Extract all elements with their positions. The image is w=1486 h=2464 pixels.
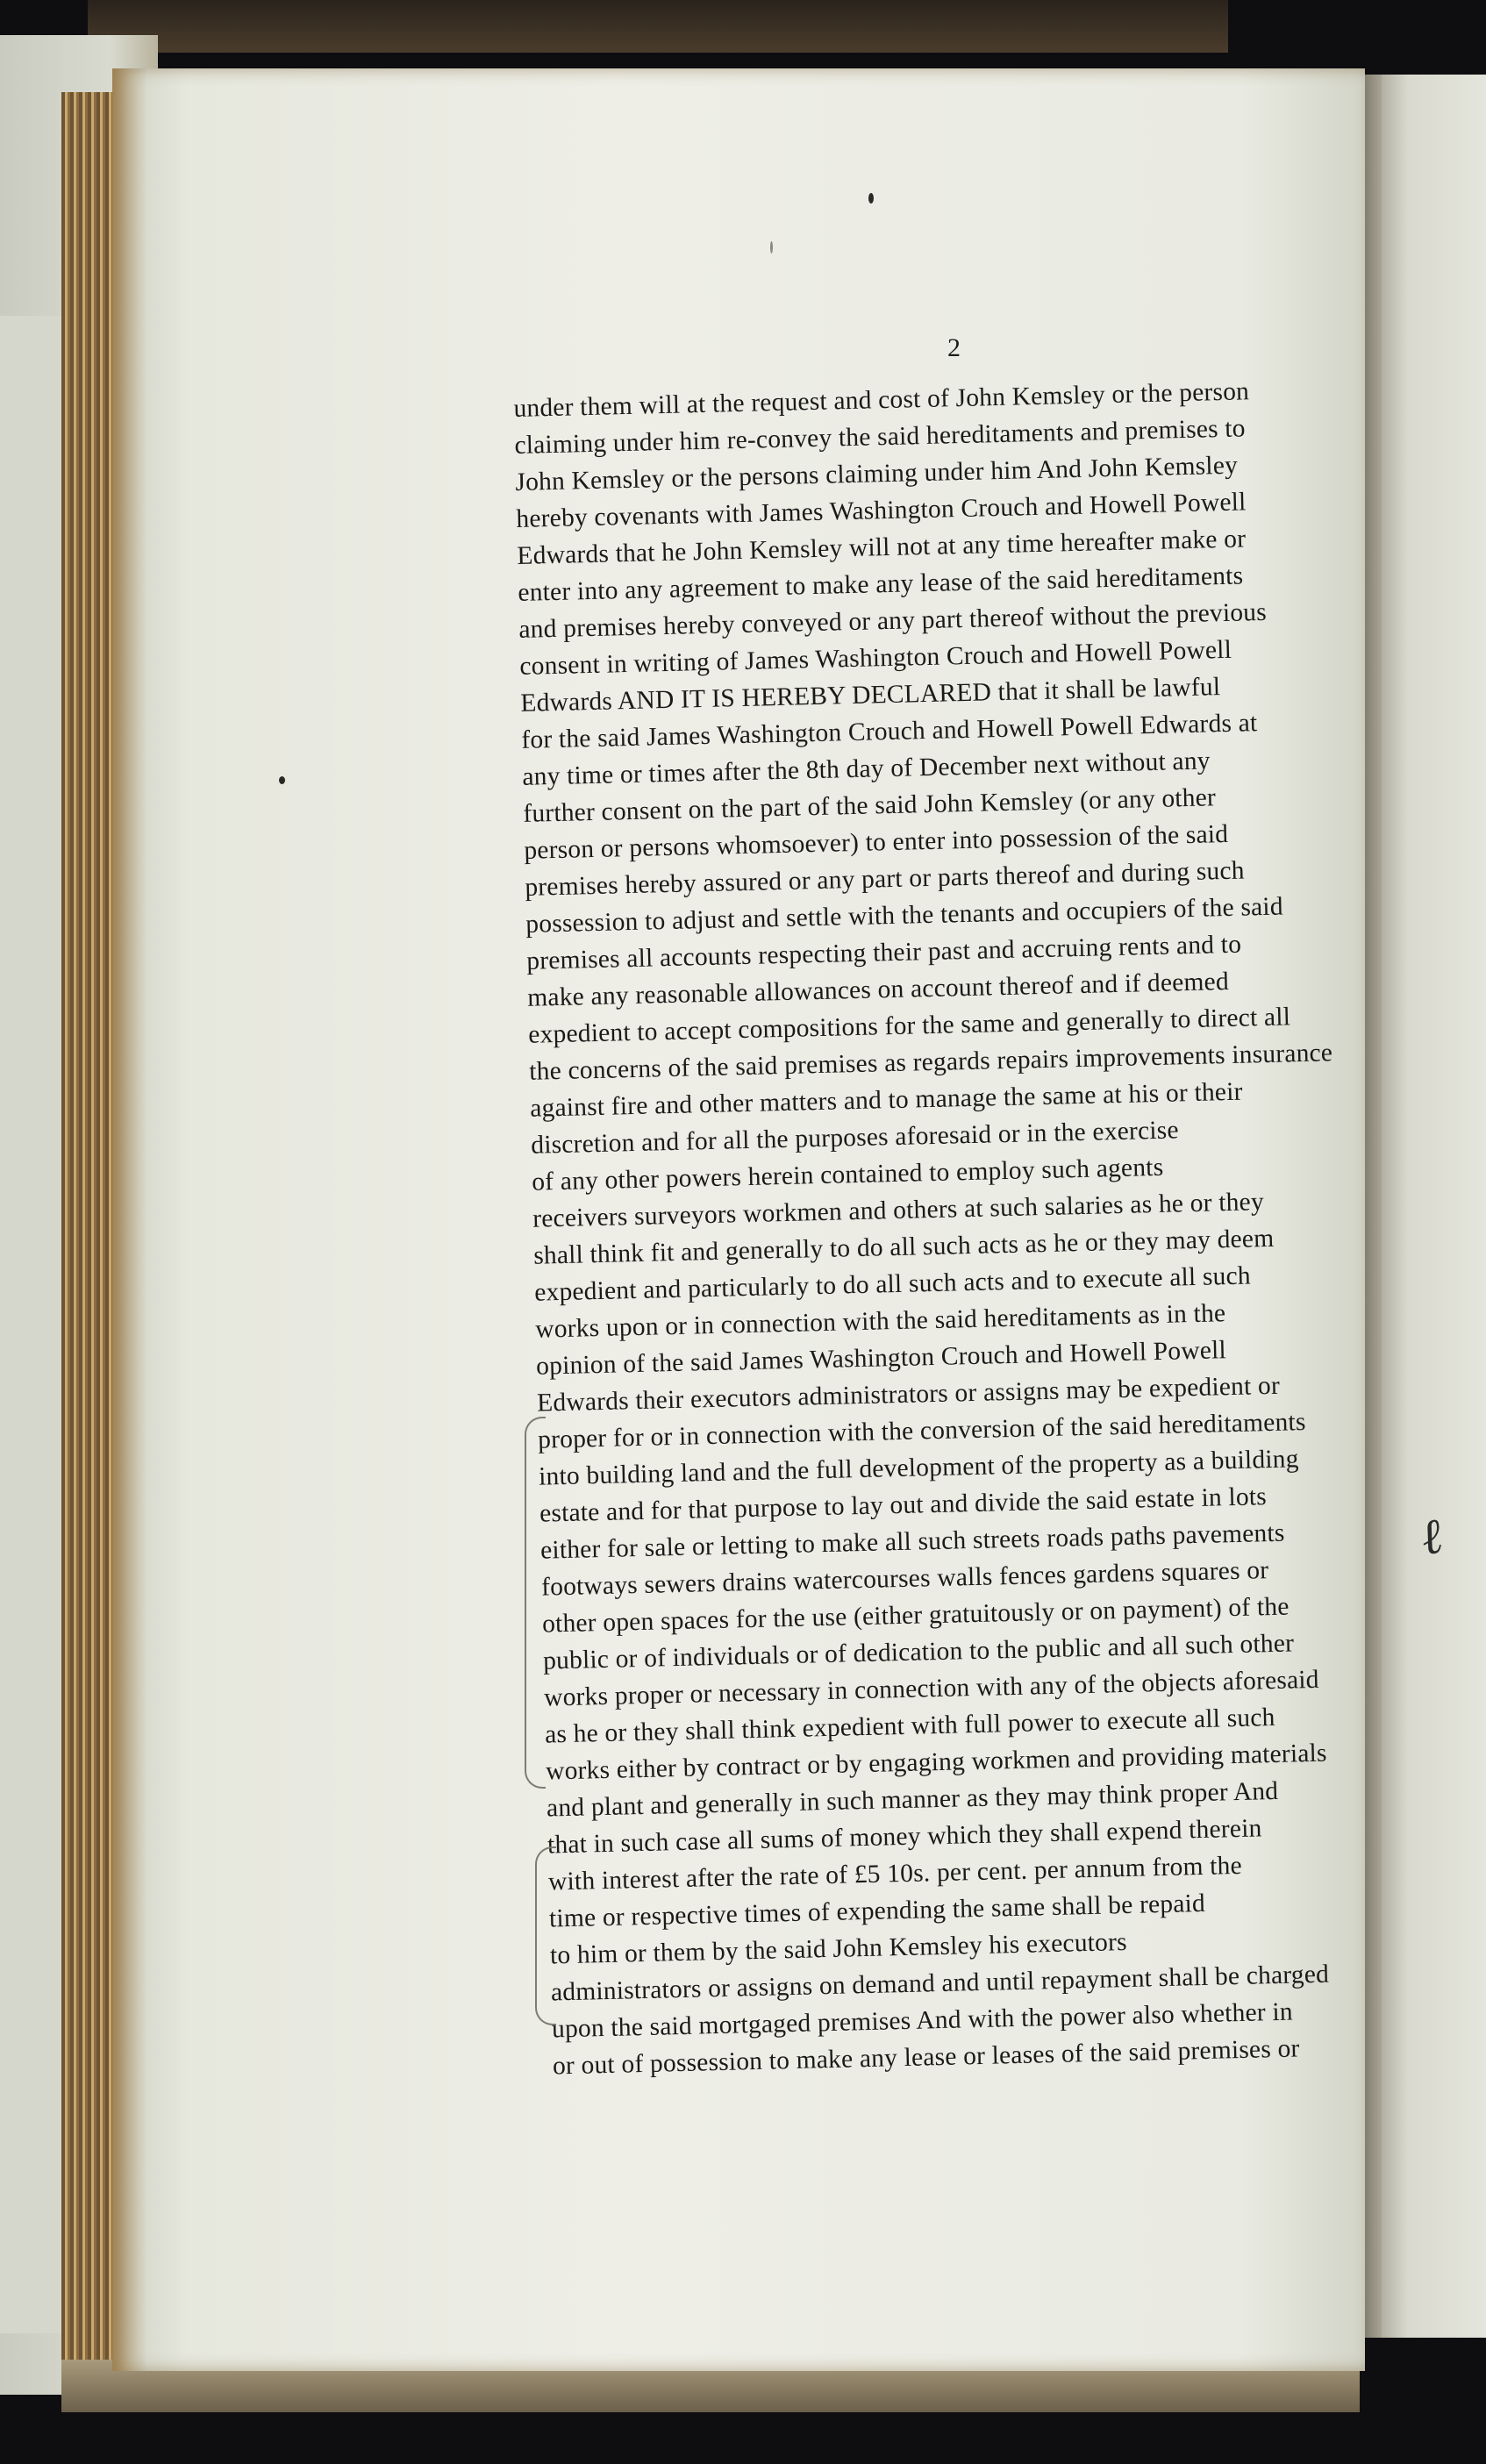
text-line: expedient to accept compositions for the same and generally to direct all <box>527 1003 1291 1049</box>
text-line: public or of individuals or of dedication to the public and all such other <box>542 1629 1295 1675</box>
text-line: that in such case all sums of money which they shall expend therein <box>547 1814 1262 1860</box>
text-line: Edwards AND IT IS HEREBY DECLARED that it shall be lawful <box>520 673 1221 718</box>
text-line: with interest after the rate of £5 10s. per cent. per annum from the <box>547 1851 1243 1896</box>
text-line: receivers surveyors workmen and others at such salaries as he or they <box>532 1188 1265 1233</box>
text-line: claiming under him re-convey the said hereditaments and premises to <box>514 414 1247 460</box>
text-line: under them will at the request and cost of John Kemsley or the person <box>513 377 1250 423</box>
text-line: Edwards that he John Kemsley will not at any time hereafter make or <box>517 525 1247 570</box>
ink-speck <box>770 241 773 254</box>
text-line: estate and for that purpose to lay out and divide the said estate in lots <box>539 1482 1268 1528</box>
text-line: Edwards their executors administrators or assigns may be expedient or <box>536 1371 1281 1418</box>
page-number: 2 <box>947 333 961 362</box>
text-line: discretion and for all the purposes aforesaid or in the exercise <box>530 1116 1180 1160</box>
text-line: time or respective times of expending the same shall be repaid <box>548 1889 1206 1933</box>
text-line: shall think fit and generally to do all such acts as he or they may deem <box>532 1224 1275 1270</box>
text-line: into building land and the full development of the property as a building <box>538 1445 1299 1491</box>
text-line: enter into any agreement to make any lease of the said hereditaments <box>518 561 1244 607</box>
text-line: person or persons whomsoever) to enter into possession of the said <box>523 819 1229 865</box>
text-line: consent in writing of James Washington Crouch and Howell Powell <box>519 635 1232 681</box>
text-line: administrators or assigns on demand and until repayment shall be charged <box>550 1960 1330 2007</box>
text-line: further consent on the part of the said John Kemsley (or any other <box>523 783 1217 828</box>
handwritten-margin-mark: ℓ <box>1415 1507 1447 1568</box>
volume-top-edge <box>88 0 1228 53</box>
text-line: make any reasonable allowances on account thereof and if deemed <box>526 967 1230 1012</box>
text-line: and premises hereby conveyed or any part thereof without the previous <box>518 597 1268 644</box>
text-line: for the said James Washington Crouch and Howell Powell Edwards at <box>521 709 1258 754</box>
text-line: premises hereby assured or any part or parts thereof and during such <box>524 856 1246 902</box>
text-line: against fire and other matters and to manage the same at his or their <box>529 1077 1243 1123</box>
text-line: possession to adjust and settle with the tenants and occupiers of the said <box>525 892 1284 939</box>
text-line: opinion of the said James Washington Crouch and Howell Powell <box>535 1336 1227 1381</box>
text-line: works upon or in connection with the said hereditaments as in the <box>534 1299 1226 1344</box>
text-line: hereby covenants with James Washington Crouch and Howell Powell <box>516 488 1247 533</box>
text-line: expedient and particularly to do all such acts and to execute all such <box>533 1261 1252 1307</box>
text-line: other open spaces for the use (either gratuitously or on payment) of the <box>541 1592 1290 1639</box>
ink-speck <box>868 193 874 204</box>
text-line: works proper or necessary in connection with any of the objects aforesaid <box>543 1665 1320 1712</box>
text-line: of any other powers herein contained to employ such agents <box>531 1153 1164 1196</box>
text-line: proper for or in connection with the conversion of the said hereditaments <box>537 1408 1306 1454</box>
text-line: John Kemsley or the persons claiming under him And John Kemsley <box>515 451 1239 496</box>
text-line: and plant and generally in such manner as they may think proper And <box>546 1776 1279 1823</box>
text-line: or out of possession to make any lease or leases of the said premises or <box>552 2034 1300 2081</box>
text-line: works either by contract or by engaging workmen and providing materials <box>545 1739 1328 1786</box>
text-line: upon the said mortgaged premises And with the power also whether in <box>551 1997 1294 2044</box>
text-line: footways sewers drains watercourses walls fences gardens squares or <box>540 1556 1269 1602</box>
edge-stain <box>112 68 147 2371</box>
text-line: either for sale or letting to make all such streets roads paths pavements <box>539 1518 1285 1565</box>
text-line: any time or times after the 8th day of December next without any <box>522 746 1211 791</box>
document-body-text <box>513 370 1414 2145</box>
text-line: as he or they shall think expedient with full power to execute all such <box>544 1703 1275 1749</box>
margin-bracket <box>535 1846 556 2025</box>
text-line: the concerns of the said premises as regards repairs improvements insurance <box>528 1039 1333 1086</box>
margin-bracket <box>525 1417 546 1789</box>
ink-speck <box>279 776 285 784</box>
text-line: to him or them by the said John Kemsley his executors <box>549 1928 1128 1970</box>
text-line: premises all accounts respecting their past and accruing rents and to <box>525 930 1242 975</box>
